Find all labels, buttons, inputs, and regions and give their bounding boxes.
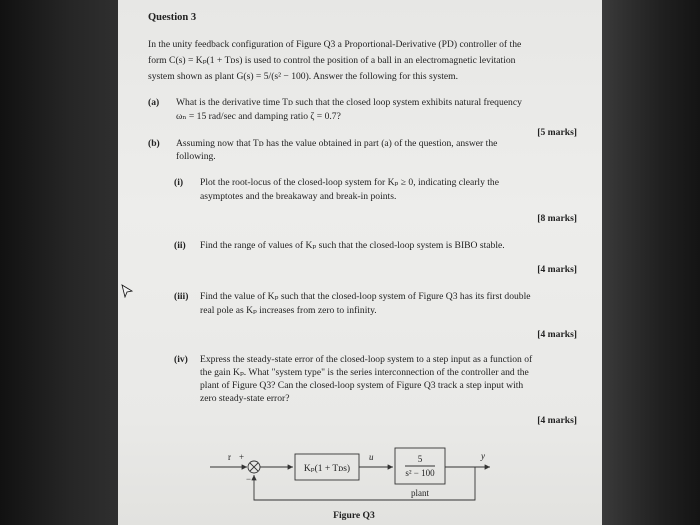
minus-sign: − bbox=[246, 474, 252, 484]
sub-ii-marks: [4 marks] bbox=[537, 264, 577, 275]
sub-ii-label: (ii) bbox=[174, 240, 186, 251]
intro-line-2: form C(s) = Kₚ(1 + Tᴅs) is used to control the position of a ball in an electromagnetic levitation bbox=[148, 55, 516, 66]
sub-i-line-1: Plot the root-locus of the closed-loop system for Kₚ ≥ 0, indicating clearly the bbox=[200, 177, 499, 188]
part-b-line-1: Assuming now that Tᴅ has the value obtained in part (a) of the question, answer the bbox=[176, 138, 498, 149]
plant-denominator: s² − 100 bbox=[405, 468, 435, 478]
part-b-label: (b) bbox=[148, 138, 160, 149]
part-a-line-2: ωₙ = 15 rad/sec and damping ratio ζ = 0.7? bbox=[176, 111, 341, 122]
part-a-label: (a) bbox=[148, 97, 160, 108]
sub-i-line-2: asymptotes and the breakaway and break-in points. bbox=[200, 191, 397, 202]
sub-iii-marks: [4 marks] bbox=[537, 329, 577, 340]
part-b-line-2: following. bbox=[176, 151, 216, 162]
sub-ii-line-1: Find the range of values of Kₚ such that the closed-loop system is BIBO stable. bbox=[200, 240, 505, 251]
sub-iv-line-3: plant of Figure Q3? Can the closed-loop system of Figure Q3 track a step input with bbox=[200, 380, 524, 391]
part-a-line-1: What is the derivative time Tᴅ such that the closed loop system exhibits natural frequency bbox=[176, 97, 522, 108]
sub-iv-line-2: the gain Kₚ. What "system type" is the series interconnection of the controller and the bbox=[200, 367, 529, 378]
plus-sign: + bbox=[239, 452, 245, 462]
sub-i-marks: [8 marks] bbox=[537, 213, 577, 224]
sub-iii-line-2: real pole as Kₚ increases from zero to infinity. bbox=[200, 305, 377, 316]
signal-r-label: r bbox=[228, 452, 231, 462]
block-diagram bbox=[118, 0, 602, 525]
signal-y-label: y bbox=[481, 451, 485, 461]
intro-line-3: system shown as plant G(s) = 5/(s² − 100). Answer the following for this system. bbox=[148, 71, 459, 82]
feedback-path bbox=[254, 467, 475, 500]
signal-u-label: u bbox=[369, 452, 374, 462]
intro-line-1: In the unity feedback configuration of Figure Q3 a Proportional-Derivative (PD) controller of the bbox=[148, 39, 522, 50]
sub-iii-label: (iii) bbox=[174, 291, 189, 302]
plant-label: plant bbox=[411, 488, 429, 498]
figure-caption: Figure Q3 bbox=[333, 510, 375, 521]
sub-iv-label: (iv) bbox=[174, 354, 188, 365]
plant-numerator: 5 bbox=[417, 454, 423, 464]
sub-iv-line-1: Express the steady-state error of the closed-loop system to a step input as a function of bbox=[200, 354, 533, 365]
sub-iv-line-4: zero steady-state error? bbox=[200, 393, 290, 404]
sub-i-label: (i) bbox=[174, 177, 184, 188]
question-title: Question 3 bbox=[148, 12, 197, 23]
sub-iv-marks: [4 marks] bbox=[537, 415, 577, 426]
controller-label: Kₚ(1 + Tᴅs) bbox=[303, 464, 351, 474]
right-background bbox=[602, 0, 700, 525]
sub-iii-line-1: Find the value of Kₚ such that the closed-loop system of Figure Q3 has its first double bbox=[200, 291, 531, 302]
part-a-marks: [5 marks] bbox=[537, 127, 577, 138]
exam-page bbox=[118, 0, 602, 525]
mouse-pointer-icon bbox=[120, 284, 134, 298]
left-background bbox=[0, 0, 118, 525]
